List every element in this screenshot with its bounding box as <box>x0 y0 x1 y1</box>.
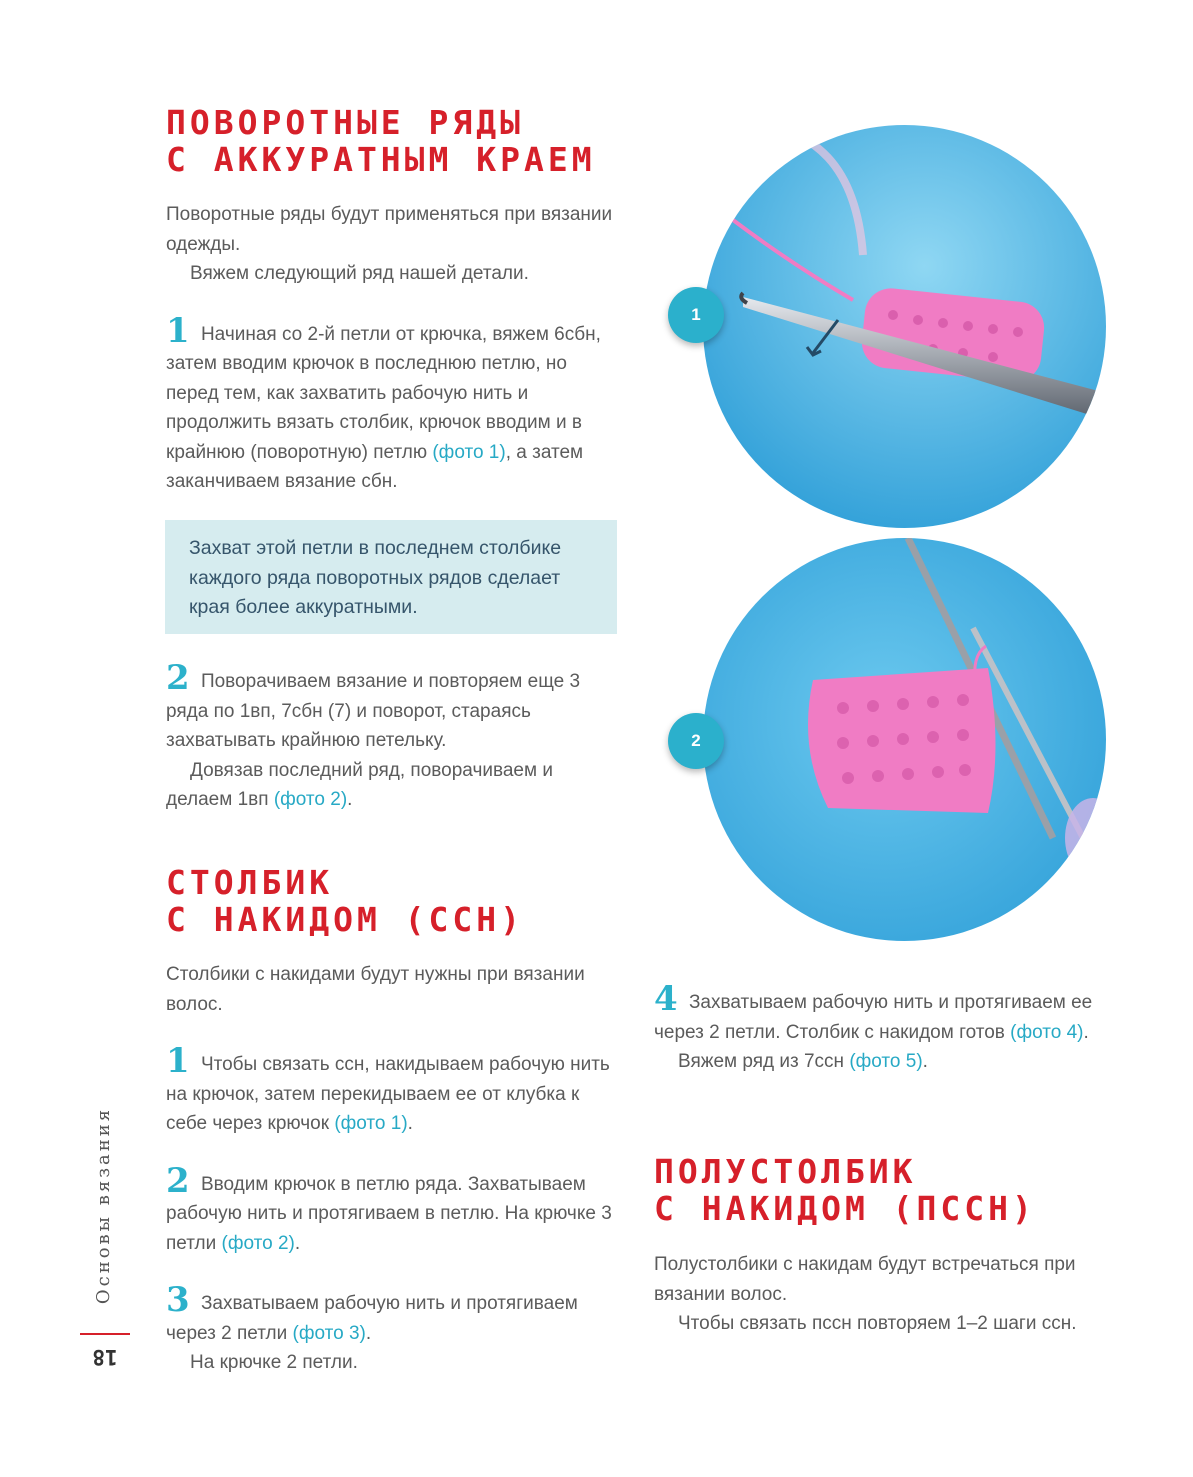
section1-body <box>166 200 618 497</box>
heading-line: ПОВОРОТНЫЕ РЯДЫ <box>166 103 525 142</box>
photo-reference-link[interactable]: (фото 5) <box>849 1051 923 1072</box>
step-text: . <box>922 1051 928 1072</box>
step-text: . <box>407 1113 413 1134</box>
step-paragraph <box>166 1280 618 1348</box>
step-text: Вяжем ряд из 7ссн <box>678 1051 845 1072</box>
step-text: Довязав последний ряд, поворачиваем и делаем 1вп <box>166 759 553 810</box>
step-text: Чтобы связать ссн, накидываем рабочую нить на крючок, затем перекидываем ее от клубка к себе через крючок <box>166 1054 610 1134</box>
step-paragraph <box>654 979 1100 1047</box>
tip-text: Захват этой петли в последнем столбике каждого ряда поворотных рядов сделает края более аккуратными. <box>189 537 562 618</box>
section1-step2 <box>166 658 618 815</box>
step-paragraph <box>166 1160 618 1259</box>
step-paragraph <box>166 658 618 756</box>
step-paragraph <box>166 310 618 497</box>
step-text: Захватываем рабочую нить и протягиваем через 2 петли <box>166 1293 578 1344</box>
divider <box>80 1333 130 1335</box>
step-number: 1 <box>166 310 190 351</box>
heading-line: С НАКИДОМ (ПССН) <box>654 1189 1036 1228</box>
photo-2 <box>703 538 1106 941</box>
step-number: 3 <box>166 1280 190 1320</box>
heading-line: СТОЛБИК <box>166 863 334 902</box>
step-paragraph <box>654 1047 1100 1077</box>
step-number: 2 <box>166 1160 190 1201</box>
step-text: Начиная со 2-й петли от крючка, вяжем 6сбн, затем вводим крючок в последнюю петлю, но перед тем, как захватить рабочую нить и продолжить вязать столбик, крючок вводим и в крайнюю (поворотную) петлю <box>166 323 601 463</box>
step-text: . <box>365 1322 372 1344</box>
intro-paragraph: Вяжем следующий ряд нашей детали. <box>190 263 529 284</box>
section2-heading <box>166 864 626 938</box>
step-number: 1 <box>166 1041 190 1081</box>
step-text: . <box>1083 1021 1089 1043</box>
section2-step4 <box>654 979 1100 1077</box>
chapter-title: Основы вязания <box>93 1106 115 1304</box>
photo-badge: 2 <box>668 713 724 769</box>
section3-body <box>654 1250 1106 1339</box>
step-text: Вводим крючок в петлю ряда. Захватываем рабочую нить и протягиваем в петлю. На крючке 3 петли <box>166 1173 612 1254</box>
photo-reference-link[interactable]: (фото 1) <box>334 1113 408 1134</box>
photo-reference-link[interactable]: (фото 3) <box>292 1322 366 1344</box>
intro-paragraph: Столбики с накидами будут нужны при вязании волос. <box>166 964 585 1015</box>
step-text: Захватываем рабочую нить и протягиваем ее через 2 петли. Столбик с накидом готов <box>654 992 1093 1043</box>
section3-heading <box>654 1153 1134 1227</box>
section1-heading <box>166 104 706 178</box>
step-text: . <box>347 789 353 810</box>
step-paragraph <box>166 756 618 815</box>
step-paragraph <box>166 1041 618 1139</box>
photo-badge: 1 <box>668 287 724 343</box>
chapter-sidebar <box>80 1080 128 1330</box>
step-number: 4 <box>654 979 678 1019</box>
step-text: , а затем заканчиваем вязание сбн. <box>166 441 584 492</box>
photo-1 <box>703 125 1106 528</box>
step-text: Поворачиваем вязание и повторяем еще 3 ряда по 1вп, 7сбн (7) и поворот, стараясь захватывать крайнюю петельку. <box>166 671 581 751</box>
section2-body <box>166 960 618 1378</box>
heading-line: С НАКИДОМ (ССН) <box>166 900 525 939</box>
photo-1-illustration <box>703 125 1106 528</box>
step-number: 2 <box>166 658 190 698</box>
step-extra: На крючке 2 петли. <box>190 1352 358 1373</box>
photo-2-illustration <box>703 538 1106 941</box>
heading-line: С АККУРАТНЫМ КРАЕМ <box>166 140 596 179</box>
intro-paragraph: Чтобы связать пссн повторяем 1–2 шаги ссн. <box>678 1313 1077 1334</box>
intro-paragraph: Полустолбики с накидам будут встречаться при вязании волос. <box>654 1254 1076 1305</box>
intro-paragraph: Поворотные ряды будут применяться при вязании одежды. <box>166 204 613 255</box>
photo-reference-link[interactable]: (фото 1) <box>432 441 506 463</box>
step-text: . <box>294 1232 301 1254</box>
heading-line: ПОЛУСТОЛБИК <box>654 1152 917 1191</box>
photo-reference-link[interactable]: (фото 2) <box>221 1232 295 1254</box>
page-number: 18 <box>92 1345 118 1369</box>
photo-reference-link[interactable]: (фото 2) <box>273 789 348 810</box>
tip-box <box>165 520 617 634</box>
photo-reference-link[interactable]: (фото 4) <box>1010 1021 1084 1043</box>
